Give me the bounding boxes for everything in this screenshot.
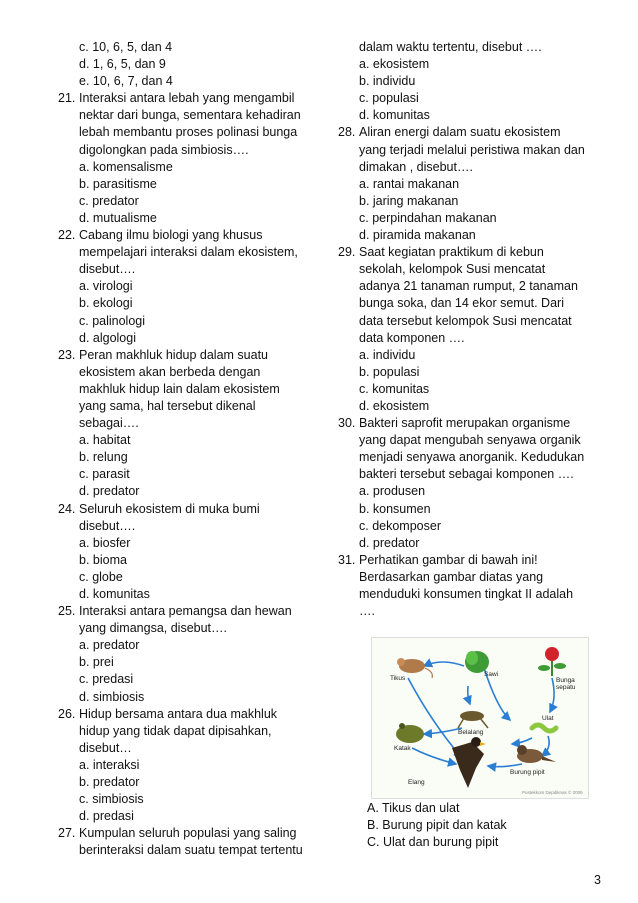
question-text: Cabang ilmu biologi yang khusus (79, 228, 263, 243)
question-text: Berdasarkan gambar diatas yang (359, 569, 544, 584)
question-text: yang dimangsa, disebut…. (79, 621, 228, 636)
option: d. predator (359, 535, 420, 550)
right-column (338, 39, 608, 620)
option: e. 10, 6, 7, dan 4 (79, 74, 173, 89)
option: A. Tikus dan ulat (367, 801, 460, 815)
option: B. Burung pipit dan katak (367, 818, 507, 833)
question-text: dalam waktu tertentu, disebut …. (359, 40, 542, 54)
figure-credit: Pustekkom Depdiknas © 2006 (522, 790, 583, 795)
page-number: 3 (594, 873, 601, 887)
food-web-figure (371, 637, 589, 799)
question-21 (58, 90, 318, 227)
question-31 (338, 552, 608, 620)
question-text: data tersebut kelompok Susi mencatat (359, 313, 572, 328)
question-text: disebut…. (79, 262, 136, 277)
label-burung-pipit: Burung pipit (510, 769, 545, 776)
question-text: bunga soka, dan 14 ekor semut. Dari (359, 296, 564, 311)
option: b. ekologi (79, 296, 133, 311)
question-text: menjadi senyawa anorganik. Kedudukan (359, 450, 585, 465)
question-text: Interaksi antara pemangsa dan hewan (79, 604, 292, 619)
option: b. relung (79, 450, 128, 465)
question-number: 30. (338, 416, 356, 431)
question-text: Aliran energi dalam suatu ekosistem (359, 125, 561, 140)
option: c. predasi (79, 672, 134, 687)
option: c. populasi (359, 91, 419, 106)
q31-options (367, 800, 507, 851)
label-tikus: Tikus (390, 675, 406, 682)
q27-continuation (338, 39, 608, 124)
hibiscus-icon (538, 647, 566, 676)
question-text: berinteraksi dalam suatu tempat tertentu (79, 843, 303, 858)
option: a. predator (79, 638, 140, 653)
label-ulat: Ulat (542, 715, 554, 722)
question-text: hidup yang tidak dapat dipisahkan, (79, 723, 272, 738)
option: d. komunitas (79, 587, 150, 601)
option: d. predasi (79, 809, 134, 824)
option: b. bioma (79, 552, 127, 567)
question-26 (58, 706, 318, 826)
question-text: disebut…. (79, 518, 136, 533)
question-number: 29. (338, 245, 356, 260)
option: b. parasitisme (79, 176, 157, 191)
left-column (58, 39, 318, 860)
option: d. ekosistem (359, 398, 430, 413)
question-text: nektar dari bunga, sementara kehadiran (79, 108, 301, 123)
grasshopper-icon (458, 711, 488, 728)
question-number: 21. (58, 91, 76, 106)
question-text: Kumpulan seluruh populasi yang saling (79, 826, 297, 841)
option: d. 1, 6, 5, dan 9 (79, 57, 166, 72)
eagle-icon (452, 737, 486, 788)
option: c. predator (79, 193, 139, 208)
question-text: dimakan , disebut…. (359, 159, 473, 174)
question-number: 26. (58, 706, 76, 721)
option: d. komunitas (359, 108, 430, 123)
question-text: Seluruh ekosistem di muka bumi (79, 501, 260, 516)
option: c. simbiosis (79, 792, 144, 807)
option: b. populasi (359, 364, 420, 379)
option: b. individu (359, 74, 416, 89)
option: a. interaksi (79, 757, 140, 772)
question-text: Perhatikan gambar di bawah ini! (359, 552, 538, 567)
question-text: Interaksi antara lebah yang mengambil (79, 91, 295, 106)
option: d. piramida makanan (359, 228, 476, 243)
question-text: bakteri tersebut sebagai komponen …. (359, 467, 574, 482)
option: C. Ulat dan burung pipit (367, 835, 499, 850)
q20-tail-options (58, 39, 318, 90)
option: a. komensalisme (79, 159, 173, 174)
question-29 (338, 244, 608, 415)
label-bunga-sepatu: sepatu (556, 684, 576, 691)
question-text: …. (359, 604, 375, 619)
food-web-illustration (372, 638, 588, 798)
option: a. rantai makanan (359, 176, 460, 191)
question-number: 24. (58, 501, 76, 516)
label-elang: Elang (408, 779, 425, 786)
option: a. produsen (359, 484, 426, 499)
frog-icon (396, 723, 424, 743)
question-text: menduduki konsumen tingkat II adalah (359, 587, 574, 601)
option: c. komunitas (359, 381, 430, 396)
label-bunga: Bunga (556, 677, 575, 684)
question-24 (58, 501, 318, 604)
option: c. dekomposer (359, 518, 441, 533)
option: c. perpindahan makanan (359, 210, 497, 225)
option: c. parasit (79, 467, 130, 482)
question-text: Hidup bersama antara dua makhluk (79, 706, 278, 721)
mustard-greens-icon (465, 651, 489, 673)
option: d. simbiosis (79, 689, 145, 704)
question-number: 31. (338, 552, 356, 567)
sparrow-icon (517, 745, 556, 763)
question-text: disebut… (79, 740, 132, 755)
option: c. 10, 6, 5, dan 4 (79, 40, 173, 54)
option: a. habitat (79, 433, 131, 448)
question-22 (58, 227, 318, 347)
option: a. virologi (79, 279, 133, 294)
option: a. biosfer (79, 535, 131, 550)
question-27 (58, 825, 318, 859)
caterpillar-icon (532, 725, 556, 731)
question-text: Peran makhluk hidup dalam suatu (79, 347, 269, 362)
question-28 (338, 124, 608, 244)
option: b. jaring makanan (359, 193, 459, 208)
option: c. palinologi (79, 313, 146, 328)
question-text: lebah membantu proses polinasi bunga (79, 125, 298, 140)
label-belalang: Belalang (458, 729, 484, 736)
question-text: sekolah, kelompok Susi mencatat (359, 262, 546, 277)
question-text: digolongkan pada simbiosis…. (79, 142, 249, 157)
question-text: Bakteri saprofit merupakan organisme (359, 416, 571, 431)
question-number: 28. (338, 125, 356, 140)
question-number: 23. (58, 347, 76, 362)
question-text: yang terjadi melalui peristiwa makan dan (359, 142, 585, 157)
option: b. predator (79, 775, 140, 790)
question-text: yang sama, hal tersebut dikenal (79, 398, 256, 413)
question-number: 22. (58, 228, 76, 243)
option: d. mutualisme (79, 210, 157, 225)
question-23 (58, 347, 318, 501)
question-25 (58, 603, 318, 706)
question-text: yang dapat mengubah senyawa organik (359, 433, 581, 448)
option: a. individu (359, 347, 416, 362)
option: b. konsumen (359, 501, 431, 516)
question-number: 27. (58, 826, 76, 841)
label-katak: Katak (394, 745, 411, 752)
question-text: data komponen …. (359, 330, 465, 345)
question-text: makhluk hidup lain dalam ekosistem (79, 381, 280, 396)
option: a. ekosistem (359, 57, 430, 72)
question-number: 25. (58, 604, 76, 619)
option: c. globe (79, 569, 123, 584)
question-text: Saat kegiatan praktikum di kebun (359, 245, 544, 260)
question-text: ekosistem akan berbeda dengan (79, 364, 261, 379)
option: d. algologi (79, 330, 136, 345)
question-text: mempelajari interaksi dalam ekosistem, (79, 245, 298, 260)
question-text: adanya 21 tanaman rumput, 2 tanaman (359, 279, 578, 294)
label-sawi: Sawi (484, 671, 499, 678)
question-text: sebagai…. (79, 416, 139, 431)
option: d. predator (79, 484, 140, 499)
option: b. prei (79, 655, 114, 670)
question-30 (338, 415, 608, 552)
